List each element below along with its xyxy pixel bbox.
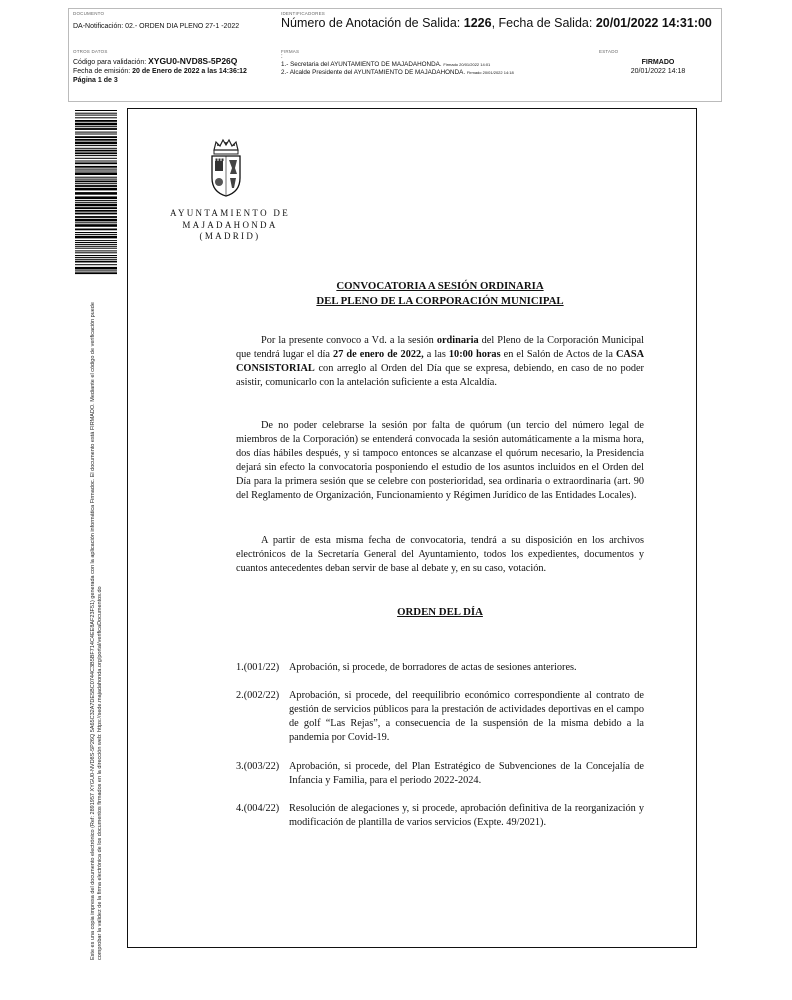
barcode-bar [75,177,117,178]
anotacion-text: Número de Anotación de Salida: 1226, Fecha de Salida: 20/01/2022 14:31:00 [281,16,712,30]
agenda-item-text: Aprobación, si procede, de borradores de actas de sesiones anteriores. [289,662,577,673]
barcode-bar [75,181,117,183]
barcode-bar [75,155,117,156]
identificadores-cell [277,9,721,47]
barcode-bar [75,213,117,215]
signature-header [68,8,722,102]
estado-value: FIRMADO [641,59,675,66]
barcode-bar [75,261,117,263]
barcode-bar [75,142,117,145]
barcode-bar [75,166,117,168]
barcode-bar [75,246,117,247]
barcode-bar [75,234,117,235]
barcode-bar [75,240,117,241]
barcode-bar [75,110,117,111]
barcode-bar [75,207,117,209]
barcode-bar [75,192,117,195]
barcode-bar [75,204,117,207]
paragraph-convocatoria: Por la presente convoco a Vd. a la sesión ordinaria del Pleno de la Corporación Municipal que tendrá lugar el día 27 de enero de 2022, a las 10:00 horas en el Salón de Actos de la CASA CONSISTORIAL con arreglo al Orden del Día que se expresa, debiendo, en caso de no poder asistir, comunicarlo con la antelación suficiente a esta Alcaldía. [236,335,645,388]
identificadores-label: IDENTIFICADORES [281,11,326,16]
barcode-bar [75,128,117,130]
ayuntamiento-name: AYUNTAMIENTO DE MAJADAHONDA (MADRID) [169,208,291,241]
estado-cell [595,47,721,101]
barcode-bar [75,169,117,170]
agenda-item-text: Aprobación, si procede, del Plan Estratégico de Subvenciones de la Concejalía de Infancia y Familia, para el periodo 2022-2024. [289,761,644,786]
barcode-bar [75,264,117,265]
otros-label: OTROS DATOS [73,49,108,54]
barcode-bar [75,244,117,245]
fecha-emision: Fecha de emisión: 20 de Enero de 2022 a las 14:36:12 [73,68,247,75]
barcode-bar [75,148,117,149]
barcode-bar [75,257,117,258]
barcode-bar [75,270,117,271]
barcode-bar [75,185,117,187]
barcode-bar [75,158,117,159]
agenda-item-text: Aprobación, si procede, del reequilibrio económico correspondiente al contrato de gestión de servicios públicos para la prestación de actividades deportivas en el campo de golf “Las Rejas”, a consecuencia de la suspensión de la misma debido a la pandemia por Covid-19. [289,690,644,743]
firmas-label: FIRMAS [281,49,300,54]
pagina-info: Página 1 de 3 [73,77,118,84]
barcode-bar [75,242,117,243]
barcode-bar [75,248,117,249]
documento-label: DOCUMENTO [73,11,105,16]
barcode-bar [75,162,117,164]
barcode-bar [75,145,117,146]
estado-date: 20/01/2022 14:18 [630,68,686,75]
coat-of-arms-icon [206,138,246,198]
firma-2: 2.- Alcalde Presidente del AYUNTAMIENTO DE MAJADAHONDA. Firmado 20/01/2022 14:18 [281,69,514,76]
barcode-bar [75,136,117,138]
otros-datos-cell [69,47,277,101]
agenda-item-number: 3.(003/22) [236,761,280,772]
barcode-bar [75,236,117,239]
barcode-bar [75,171,117,172]
barcode-bar [75,132,117,133]
barcode-bar [75,222,117,223]
barcode-bar [75,210,117,212]
barcode-bar [75,123,117,126]
barcode-bar [75,115,117,116]
firmas-cell: FIRMAS : 1.- Secretaria del AYUNTAMIENTO DE MAJADAHONDA. Firmado 20/01/2022 14:01 2.- Alcalde Presidente del AYUNTAMIENTO DE MAJADAHONDA. Firmado 20/01/2022 14:18 [277,47,595,101]
documento-cell [69,9,277,47]
barcode-bar [75,161,117,162]
agenda-item-text: Resolución de alegaciones y, si procede, aprobación definitiva de la reorganización y modificación de plantilla de varios servicios (Expte. 49/2021). [289,803,644,828]
document-title: CONVOCATORIA A SESIÓN ORDINARIA DEL PLENO DE LA CORPORACIÓN MUNICIPAL [316,280,564,307]
codigo-validacion: Código para validación: XYGU0-NVD8S-5P26Q [73,56,238,66]
paragraph-quorum: De no poder celebrarse la sesión por falta de quórum (un tercio del número legal de miembros de la Corporación) se entenderá convocada la sesión automáticamente a la misma hora, dos días hábiles después, y si tampoco entonces se alcanzase el quórum necesario, la Presidencia dejará sin efecto la convocatoria posponiendo el estudio de los asuntos incluidos en el Orden del Día para la primera sesión que se celebre con posterioridad, sea ordinaria o extraordinaria (art. 90 del Reglamento de Organización, Funcionamiento y Régimen Jurídico de las Entidades Locales). [236,420,644,501]
barcode-bar [75,252,117,253]
barcode-bar [75,188,117,191]
agenda-item-number: 1.(001/22) [236,662,280,673]
barcode-bar [75,117,117,118]
agenda-item-number: 4.(004/22) [236,803,280,814]
barcode-bar [75,224,117,227]
barcode-bar [75,179,117,180]
barcode-bar [75,113,117,114]
firma-1: 1.- Secretaria del AYUNTAMIENTO DE MAJADAHONDA. Firmado 20/01/2022 14:01 [281,61,491,68]
agenda-item-number: 2.(002/22) [236,690,280,701]
barcode-bar [75,152,117,154]
barcode-bar [75,196,117,199]
paragraph-expedientes: A partir de esta misma fecha de convocatoria, tendrá a su disposición en los archivos electrónicos de la Secretaría General del Ayuntamiento, todos los expedientes, documentos y cuantos antecedentes deban servir de base al debate y, en su caso, votación. [236,535,644,574]
barcode-bar [75,172,117,175]
barcode-bar [75,202,117,203]
barcode-bar [75,267,117,270]
verification-side-text: Este es una copia impresa del documento electrónico (Ref: 2891957 XYGU0-NVD8S-5P26Q 5A65C32A7DE5BC0744C3B5BF714C4EE8AF23F51) generada con la aplicación informática Firmadoc. El documento está FIRMADO. Mediante el código de verificación puede comprobar la validez de la firma electrónica de los documentos firmados en la dirección web: https://sede.majadahonda.org/portal/verificaDocumentos.do [90,302,103,960]
orden-del-dia-title: ORDEN DEL DÍA [397,606,483,618]
documento-value: DA-Notificación: 02.- ORDEN DIA PLENO 27-1 -2022 [73,23,240,30]
barcode-bar [75,216,117,218]
barcode-bar [75,229,117,231]
barcode-bar [75,150,117,152]
barcode-bar [75,272,117,274]
barcode-bar [75,232,117,233]
barcode [75,110,117,275]
barcode-bar [75,183,117,184]
barcode-bar [75,259,117,260]
barcode-bar [75,219,117,222]
barcode-bar [75,255,117,256]
estado-label: ESTADO [599,49,619,54]
barcode-bar [75,134,117,135]
barcode-bar [75,200,117,201]
barcode-bar [75,250,117,251]
barcode-bar [75,139,117,141]
barcode-bar [75,120,117,122]
barcode-bar [75,126,117,127]
